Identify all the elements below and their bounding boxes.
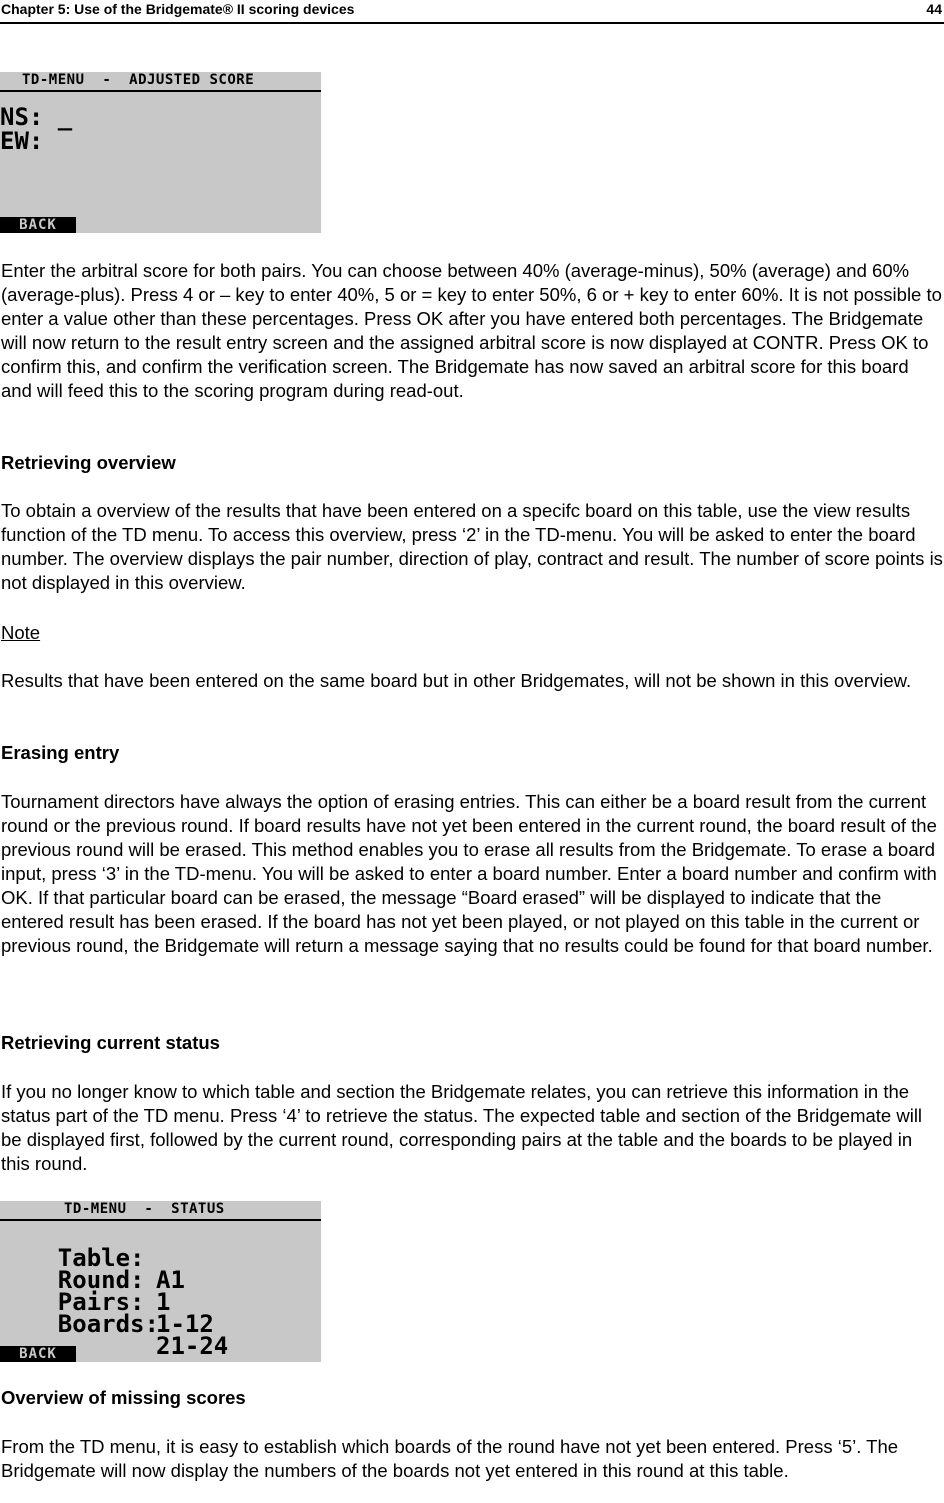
lcd-row-value: 1-12 (156, 1310, 214, 1338)
lcd-row-value: 21-24 (156, 1332, 229, 1360)
lcd-ew-line: EW: (0, 127, 44, 155)
paragraph-retrieving-overview: To obtain a overview of the results that have been entered on a specifc board on this table, use the view results function of the TD menu. To access this overview, press ‘2’ in the TD-menu. You will be asked to enter the board number. The overview displays the pair number, direction of play, contract and result. The number of score points is not displayed in this overview. (1, 500, 943, 593)
lcd-row-value: 1 (156, 1288, 171, 1316)
heading-retrieving-overview: Retrieving overview (1, 452, 176, 473)
lcd-row-label: Round: (57, 1266, 145, 1294)
lcd-screen-status (0, 1201, 321, 1362)
heading-erasing-entry: Erasing entry (1, 742, 120, 763)
lcd-back-button: BACK (0, 217, 76, 233)
lcd-row-label: Boards: (57, 1310, 159, 1338)
chapter-title: Chapter 5: Use of the Bridgemate® II scoring devices (1, 1, 355, 17)
lcd-title: TD-MENU - ADJUSTED SCORE (0, 72, 321, 92)
page-header (0, 0, 944, 24)
heading-missing-scores: Overview of missing scores (1, 1387, 246, 1408)
lcd-back-button: BACK (0, 1346, 76, 1362)
lcd-ns-line: NS: _ (0, 103, 73, 131)
lcd-title: TD-MENU - STATUS (0, 1201, 321, 1221)
lcd-row-value: A1 (156, 1266, 185, 1294)
paragraph-arbitral-score: Enter the arbitral score for both pairs. You can choose between 40% (average-minus), 50% (average) and 60% (average-plus). Press 4 or – key to enter 40%, 5 or = key to enter 50%, 6 or + key to enter 60%. It is not possible to enter a value other than these percentages. Press OK after you have entered both percentages. The Bridgemate will now return to the result entry screen and the assigned arbitral score is now displayed at CONTR. Press OK to confirm this, and confirm the verification screen. The Bridgemate has now saved an arbitral score for this board and will feed this to the scoring program during read-out. (1, 260, 942, 401)
paragraph-erasing-entry: Tournament directors have always the option of erasing entries. This can either be a board result from the current round or the previous round. If board results have not yet been entered in the current round, the board result of the previous round will be erased. This method enables you to erase all results from the Bridgemate. To erase a board input, press ‘3’ in the TD-menu. You will be asked to enter a board number. Enter a board number and confirm with OK. If that particular board can be erased, the message “Board erased” will be displayed to indicate that the entered result has been erased. If the board has not yet been played, or not played on this table in the current or previous round, the Bridgemate will return a message saying that no results could be found for that board number. (1, 791, 937, 956)
heading-current-status: Retrieving current status (1, 1032, 220, 1053)
lcd-row-label: Pairs: (57, 1288, 145, 1316)
paragraph-missing-scores: From the TD menu, it is easy to establish which boards of the round have not yet been entered. Press ‘5’. The Bridgemate will now display the numbers of the boards not yet entered in this round at this table. (1, 1436, 899, 1481)
note-label: Note (1, 622, 41, 643)
paragraph-note: Results that have been entered on the same board but in other Bridgemates, will not be shown in this overview. (1, 670, 912, 691)
paragraph-current-status: If you no longer know to which table and section the Bridgemate relates, you can retrieve this information in the status part of the TD menu. Press ‘4’ to retrieve the status. The expected table and section of the Bridgemate will be displayed first, followed by the current round, corresponding pairs at the table and the boards to be played in this round. (1, 1081, 923, 1174)
lcd-row-label: Table: (57, 1244, 145, 1272)
lcd-screen-adjusted-score (0, 72, 321, 233)
page-number: 44 (926, 1, 942, 17)
